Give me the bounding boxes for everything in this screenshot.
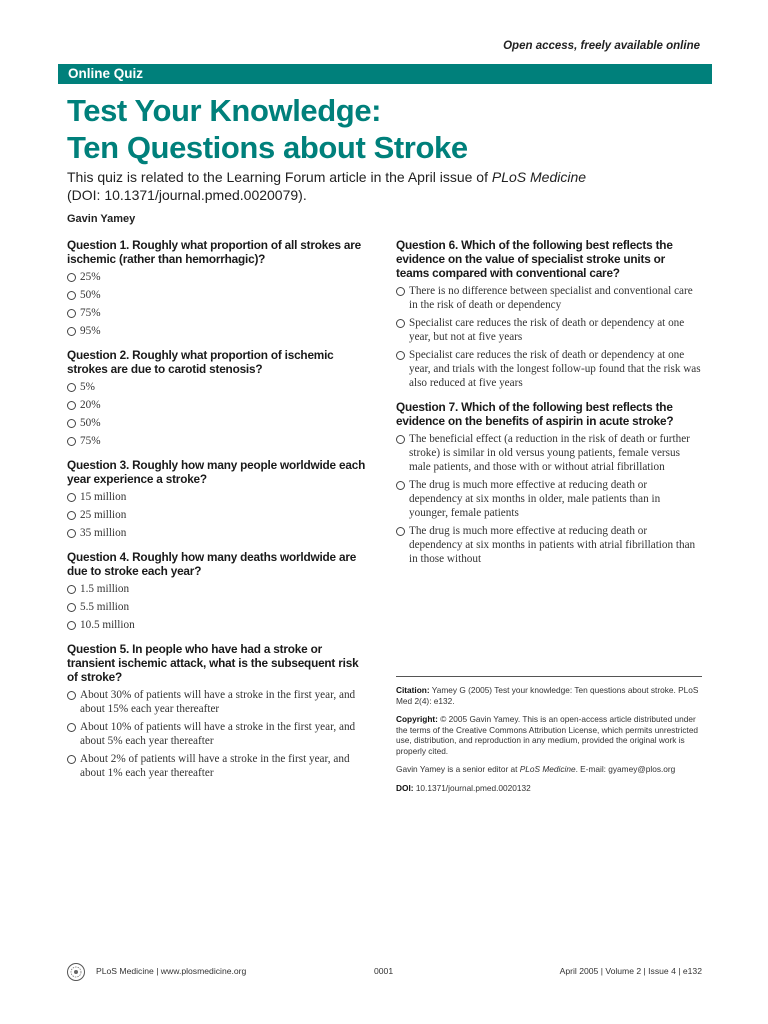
author-name: Gavin Yamey xyxy=(67,213,136,225)
question-title: Question 7. Which of the following best reflects the evidence on the benefits of aspirin in acute stroke? xyxy=(396,400,674,428)
open-access-note: Open access, freely available online xyxy=(503,40,700,52)
answer-option-text: 50% xyxy=(80,289,101,301)
question-block xyxy=(396,238,701,390)
radio-circle-icon[interactable] xyxy=(67,529,76,538)
answer-option[interactable] xyxy=(67,398,372,412)
question-block xyxy=(67,348,372,448)
answer-option-text: 35 million xyxy=(80,527,127,539)
answer-option-text: The drug is much more effective at reducing death or dependency at six months in patients with atrial fibrillation than in those without xyxy=(409,525,696,565)
radio-circle-icon[interactable] xyxy=(67,291,76,300)
section-label: Online Quiz xyxy=(68,66,144,81)
answer-option-text: About 10% of patients will have a stroke in the first year, and about 5% each year thereafter xyxy=(80,721,356,747)
citation-text: Yamey G (2005) Test your knowledge: Ten questions about stroke. PLoS Med 2(4): e132. xyxy=(396,685,699,706)
radio-circle-icon[interactable] xyxy=(396,527,405,536)
answer-option[interactable] xyxy=(396,348,701,390)
radio-circle-icon[interactable] xyxy=(67,419,76,428)
answer-option[interactable] xyxy=(67,434,372,448)
radio-circle-icon[interactable] xyxy=(67,755,76,764)
question-title: Question 5. In people who have had a stroke or transient ischemic attack, what is the subsequent risk of stroke? xyxy=(67,642,359,684)
answer-option[interactable] xyxy=(67,600,372,614)
answer-option[interactable] xyxy=(67,416,372,430)
answer-option[interactable] xyxy=(67,720,372,748)
question-title: Question 2. Roughly what proportion of ischemic strokes are due to carotid stenosis? xyxy=(67,348,334,376)
answer-option[interactable] xyxy=(67,508,372,522)
answer-option[interactable] xyxy=(67,618,372,632)
answer-option[interactable] xyxy=(67,270,372,284)
intro-prefix: This quiz is related to the Learning Forum article in the April issue of xyxy=(67,169,492,185)
radio-circle-icon[interactable] xyxy=(67,691,76,700)
radio-circle-icon[interactable] xyxy=(67,511,76,520)
answer-option-text: 25 million xyxy=(80,509,127,521)
question-block xyxy=(67,550,372,632)
article-info xyxy=(396,676,702,801)
editor-journal: PLoS Medicine xyxy=(519,764,576,774)
copyright xyxy=(396,714,702,756)
answer-option[interactable] xyxy=(67,688,372,716)
page-footer xyxy=(66,962,702,980)
answer-option-text: There is no difference between specialist and conventional care in the risk of death or dependency xyxy=(409,285,693,311)
doi xyxy=(396,783,702,794)
answer-option[interactable] xyxy=(67,526,372,540)
answer-option-text: 15 million xyxy=(80,491,127,503)
answer-option-text: Specialist care reduces the risk of death or dependency at one year, and trials with the longest follow-up found that the risk was also reduced at five years xyxy=(409,349,701,389)
copyright-text: © 2005 Gavin Yamey. This is an open-access article distributed under the terms of the Creative Commons Attribution License, which permits unrestricted use, distribution, and reproduction in any medium, provided the original work is properly cited. xyxy=(396,714,699,756)
answer-option[interactable] xyxy=(67,324,372,338)
question-title: Question 1. Roughly what proportion of all strokes are ischemic (rather than hemorrhagic)? xyxy=(67,238,361,266)
answer-option-text: 95% xyxy=(80,325,101,337)
editor-prefix: Gavin Yamey is a senior editor at xyxy=(396,764,520,774)
title-line-1: Test Your Knowledge: xyxy=(67,93,382,128)
doi-text: 10.1371/journal.pmed.0020132 xyxy=(413,782,531,793)
intro-text xyxy=(67,168,627,204)
question-block xyxy=(67,238,372,338)
radio-circle-icon[interactable] xyxy=(67,273,76,282)
answer-option-text: About 2% of patients will have a stroke in the first year, and about 1% each year thereafter xyxy=(80,753,350,779)
answer-option[interactable] xyxy=(396,478,701,520)
question-title: Question 6. Which of the following best reflects the evidence on the value of specialist stroke units or teams compared with conventional care? xyxy=(396,238,673,280)
answer-option-text: 5% xyxy=(80,381,95,393)
citation xyxy=(396,685,702,706)
answer-option[interactable] xyxy=(396,284,701,312)
answer-option[interactable] xyxy=(67,752,372,780)
answer-option-text: The drug is much more effective at reducing death or dependency at six months in older, male patients than in younger, female patients xyxy=(409,479,661,519)
answer-option-text: The beneficial effect (a reduction in the risk of death or further stroke) is similar in old versus young patients, female versus male patients, and those with or without atrial fibrillation xyxy=(409,433,690,473)
right-column xyxy=(396,238,701,576)
radio-circle-icon[interactable] xyxy=(396,287,405,296)
answer-option[interactable] xyxy=(396,524,701,566)
answer-option-text: 5.5 million xyxy=(80,601,130,613)
answer-option[interactable] xyxy=(396,432,701,474)
radio-circle-icon[interactable] xyxy=(67,437,76,446)
page-number: 0001 xyxy=(374,966,394,976)
radio-circle-icon[interactable] xyxy=(396,481,405,490)
radio-circle-icon[interactable] xyxy=(67,401,76,410)
copyright-label: Copyright: xyxy=(396,714,438,724)
answer-option[interactable] xyxy=(396,316,701,344)
footer-journal: PLoS Medicine | www.plosmedicine.org xyxy=(96,966,247,976)
issue-info: April 2005 | Volume 2 | Issue 4 | e132 xyxy=(559,966,702,976)
title-line-2: Ten Questions about Stroke xyxy=(67,130,468,165)
answer-option-text: About 30% of patients will have a stroke in the first year, and about 15% each year thereafter xyxy=(80,689,356,715)
intro-doi: (DOI: 10.1371/journal.pmed.0020079). xyxy=(67,187,307,203)
answer-option-text: 10.5 million xyxy=(80,619,135,631)
radio-circle-icon[interactable] xyxy=(67,493,76,502)
radio-circle-icon[interactable] xyxy=(67,723,76,732)
radio-circle-icon[interactable] xyxy=(67,585,76,594)
answer-option-text: Specialist care reduces the risk of death or dependency at one year, but not at five years xyxy=(409,317,685,343)
answer-option-text: 20% xyxy=(80,399,101,411)
left-column xyxy=(67,238,372,790)
radio-circle-icon[interactable] xyxy=(67,309,76,318)
intro-journal: PLoS Medicine xyxy=(491,169,587,185)
answer-option[interactable] xyxy=(67,582,372,596)
plos-logo-icon xyxy=(66,962,86,984)
question-title: Question 3. Roughly how many people worldwide each year experience a stroke? xyxy=(67,458,366,486)
answer-option[interactable] xyxy=(67,490,372,504)
radio-circle-icon[interactable] xyxy=(67,383,76,392)
answer-option[interactable] xyxy=(67,380,372,394)
question-block xyxy=(67,642,372,780)
question-block xyxy=(396,400,701,566)
answer-option[interactable] xyxy=(67,306,372,320)
answer-option-text: 75% xyxy=(80,435,101,447)
answer-option-text: 50% xyxy=(80,417,101,429)
radio-circle-icon[interactable] xyxy=(396,319,405,328)
question-title: Question 4. Roughly how many deaths worldwide are due to stroke each year? xyxy=(67,550,357,578)
section-band xyxy=(58,64,712,84)
radio-circle-icon[interactable] xyxy=(67,621,76,630)
radio-circle-icon[interactable] xyxy=(396,351,405,360)
radio-circle-icon[interactable] xyxy=(67,327,76,336)
answer-option-text: 25% xyxy=(80,271,101,283)
editor-suffix: . E-mail: gyamey@plos.org xyxy=(575,764,676,774)
citation-label: Citation: xyxy=(396,685,430,695)
answer-option-text: 75% xyxy=(80,307,101,319)
radio-circle-icon[interactable] xyxy=(67,603,76,612)
answer-option[interactable] xyxy=(67,288,372,302)
editor-note xyxy=(396,764,702,775)
page-title xyxy=(67,92,468,166)
answer-option-text: 1.5 million xyxy=(80,583,130,595)
question-block xyxy=(67,458,372,540)
radio-circle-icon[interactable] xyxy=(396,435,405,444)
doi-label: DOI: xyxy=(396,782,414,793)
